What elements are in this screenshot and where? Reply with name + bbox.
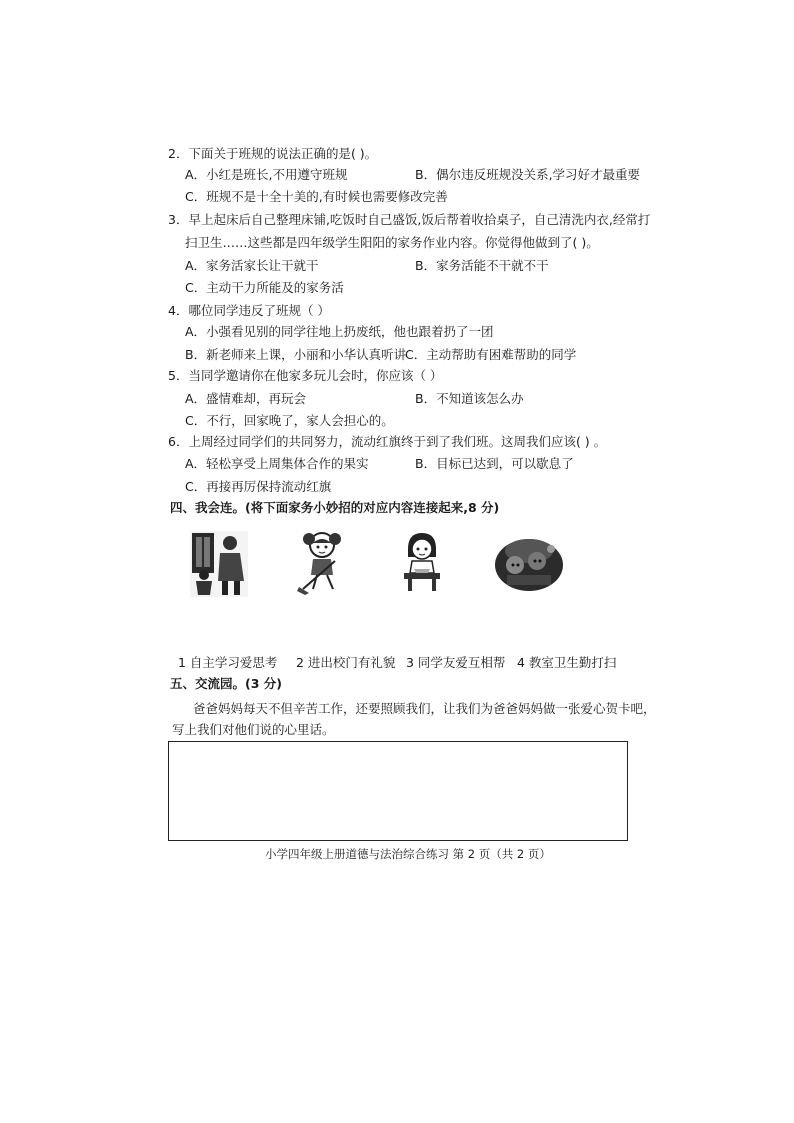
question-6-stem: 6．上周经过同学们的共同努力，流动红旗终于到了我们班。这周我们应该( ) 。 xyxy=(168,434,607,449)
question-3-option-b: B．家务活能不干就不干 xyxy=(415,258,549,273)
question-2-stem: 2．下面关于班规的说法正确的是( )。 xyxy=(168,146,378,161)
question-5-stem: 5．当同学邀请你在他家多玩儿会时，你应该（ ） xyxy=(168,368,443,383)
question-2-option-a: A．小红是班长,不用遵守班规 xyxy=(185,167,348,182)
question-4-option-c: C．主动帮助有困难帮助的同学 xyxy=(405,347,577,362)
question-3-option-c: C．主动干力所能及的家务活 xyxy=(185,280,344,295)
section-5-heading: 五、交流园。(3 分) xyxy=(170,676,282,691)
sweeping-girl-illustration xyxy=(297,531,347,595)
question-4-stem: 4．哪位同学违反了班规（ ） xyxy=(168,303,330,318)
match-label-3: 3 同学友爱互相帮 xyxy=(406,655,506,670)
section-5-text-line1: 爸爸妈妈每天不但辛苦工作，还要照顾我们，让我们为爸爸妈妈做一张爱心贺卡吧， xyxy=(193,701,656,716)
question-2-option-b: B．偶尔违反班规没关系,学习好才最重要 xyxy=(415,167,641,182)
question-5-option-a: A．盛情难却，再玩会 xyxy=(185,391,307,406)
question-5-option-b: B．不知道该怎么办 xyxy=(415,391,524,406)
teacher-greeting-illustration xyxy=(190,531,248,597)
match-label-1: 1 自主学习爱思考 xyxy=(178,655,278,670)
page-footer: 小学四年级上册道德与法治综合练习 第 2 页（共 2 页） xyxy=(265,847,551,861)
match-label-2: 2 进出校门有礼貌 xyxy=(296,655,396,670)
question-6-option-a: A．轻松享受上周集体合作的果实 xyxy=(185,456,369,471)
friends-helping-illustration xyxy=(493,531,565,593)
question-6-option-b: B．目标已达到，可以歇息了 xyxy=(415,456,574,471)
question-3-option-a: A．家务活家长让干就干 xyxy=(185,258,319,273)
question-4-option-a: A．小强看见别的同学往地上扔废纸，他也跟着扔了一团 xyxy=(185,324,494,339)
studying-girl-illustration xyxy=(398,531,446,593)
question-6-option-c: C．再接再厉保持流动红旗 xyxy=(185,479,332,494)
question-5-option-c: C．不行，回家晚了，家人会担心的。 xyxy=(185,413,394,428)
greeting-card-answer-box[interactable] xyxy=(168,741,628,841)
question-3-stem-line1: 3．早上起床后自己整理床铺,吃饭时自己盛饭,饭后帮着收拾桌子，自己清洗内衣,经常打 xyxy=(168,212,651,227)
question-2-option-c: C．班规不是十全十美的,有时候也需要修改完善 xyxy=(185,189,448,204)
question-3-stem-line2: 扫卫生……这些都是四年级学生阳阳的家务作业内容。你觉得他做到了( )。 xyxy=(185,235,599,250)
question-4-option-b: B．新老师来上课，小丽和小华认真听讲 xyxy=(185,347,407,362)
match-label-4: 4 教室卫生勤打扫 xyxy=(517,655,617,670)
section-4-heading: 四、我会连。(将下面家务小妙招的对应内容连接起来,8 分) xyxy=(170,500,500,515)
section-5-text-line2: 写上我们对他们说的心里话。 xyxy=(172,722,335,737)
